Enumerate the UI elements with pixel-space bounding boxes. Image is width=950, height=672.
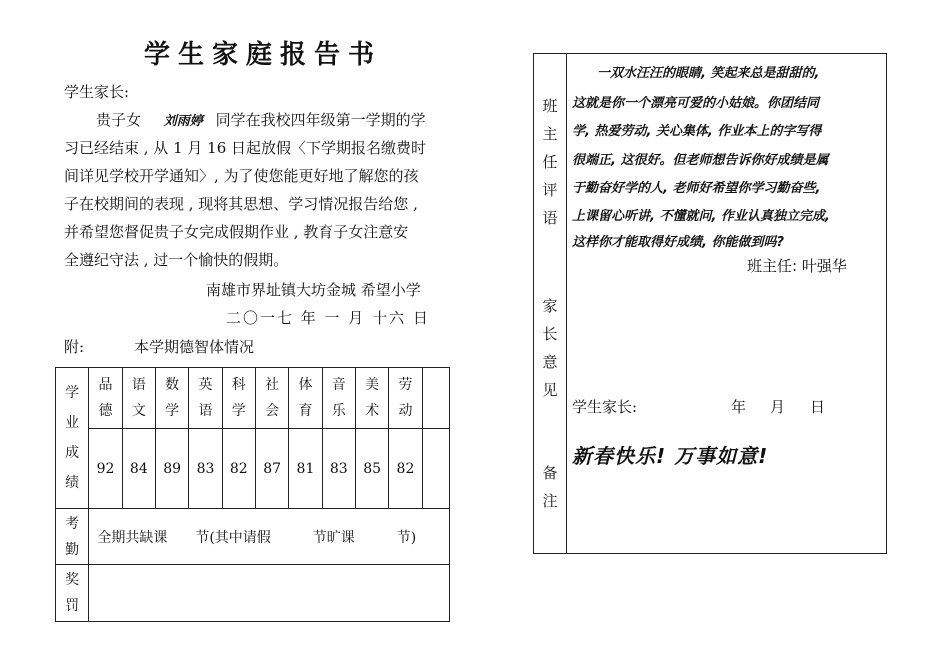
school-name: 南雄市界址镇大坊金城 希望小学 (206, 281, 421, 299)
grades-table (55, 367, 450, 622)
letter-date: 二〇一七 年 一 月 十六 日 (226, 309, 430, 327)
reward-label: 奖罚 (56, 565, 89, 622)
line1-prefix: 贵子女 (96, 111, 142, 129)
parent-sign-month: 月 (770, 398, 786, 416)
divider (566, 53, 567, 279)
letter-line-4: 子在校期间的表现 , 现将其思想、学习情况报告给您 , (64, 195, 418, 213)
grades-row-label-text: 学业成绩 (65, 385, 80, 491)
subject-header: 品德 (89, 368, 122, 429)
score-cell: 82 (389, 429, 422, 509)
letter-line-1 (96, 106, 426, 136)
subject-header: 数学 (155, 368, 188, 429)
subject-header: 社会 (255, 368, 288, 429)
student-name: 刘雨婷 (163, 114, 203, 129)
attach-label: 附: (64, 338, 85, 356)
letter-line-6: 全遵纪守法 , 过一个愉快的假期。 (64, 251, 289, 269)
parent-opinion-label: 家长意见 (542, 297, 558, 399)
subject-header: 体育 (289, 368, 322, 429)
reward-content (89, 565, 450, 622)
subject-header: 语文 (122, 368, 155, 429)
page-title: 学生家庭报告书 (144, 40, 383, 70)
comment-line: 这就是你一个漂亮可爱的小姑娘。你团结同 (572, 96, 820, 111)
divider (566, 420, 567, 553)
subject-header: 美术 (355, 368, 388, 429)
remark-text: 新春快乐! 万事如意! (572, 444, 769, 468)
score-cell: 87 (255, 429, 288, 509)
empty-cell (422, 368, 449, 429)
attach-text: 本学期德智体情况 (134, 338, 255, 356)
score-cell: 85 (355, 429, 388, 509)
letter-line-3: 间详见学校开学通知〉, 为了使您能更好地了解您的孩 (64, 167, 419, 185)
grades-row-label (56, 368, 89, 509)
subject-header: 科学 (222, 368, 255, 429)
attendance-label: 考勤 (56, 509, 89, 565)
comment-line: 很端正, 这很好。但老师想告诉你好成绩是属 (572, 153, 829, 168)
score-cell: 82 (222, 429, 255, 509)
empty-cell (422, 429, 449, 509)
remark-label: 备注 (542, 464, 558, 510)
score-cell: 89 (155, 429, 188, 509)
teacher-comment-label: 班主任评语 (542, 97, 558, 227)
line1-suffix: 同学在我校四年级第一学期的学 (215, 111, 426, 129)
subject-header: 劳动 (389, 368, 422, 429)
comment-line: 于勤奋好学的人, 老师好希望你学习勤奋些, (572, 181, 821, 196)
salutation: 学生家长: (64, 83, 130, 101)
letter-line-2: 习已经结束 , 从 1 月 16 日起放假〈下学期报名缴费时 (64, 139, 427, 157)
score-cell: 83 (322, 429, 355, 509)
comment-line: 上课留心听讲, 不懂就问, 作业认真独立完成, (572, 209, 830, 224)
comment-line: 这样你才能取得好成绩, 你能做到吗? (572, 235, 785, 250)
attendance-text: 全期共缺课 节(其中请假 节旷课 节) (89, 509, 450, 565)
score-cell: 92 (89, 429, 122, 509)
score-cell: 84 (122, 429, 155, 509)
parent-sign-label: 学生家长: (572, 398, 638, 416)
score-cell: 81 (289, 429, 322, 509)
subject-header: 音乐 (322, 368, 355, 429)
subject-header: 英语 (189, 368, 222, 429)
score-cell: 83 (189, 429, 222, 509)
parent-sign-year: 年 (731, 398, 747, 416)
comment-line: 学, 热爱劳动, 关心集体, 作业本上的字写得 (572, 124, 822, 139)
parent-sign-day: 日 (810, 398, 826, 416)
divider (566, 279, 567, 420)
letter-line-5: 并希望您督促贵子女完成假期作业 , 教育子女注意安 (64, 223, 409, 241)
comment-line: 一双水汪汪的眼睛, 笑起来总是甜甜的, (597, 66, 820, 81)
teacher-signature: 班主任: 叶强华 (747, 257, 847, 275)
